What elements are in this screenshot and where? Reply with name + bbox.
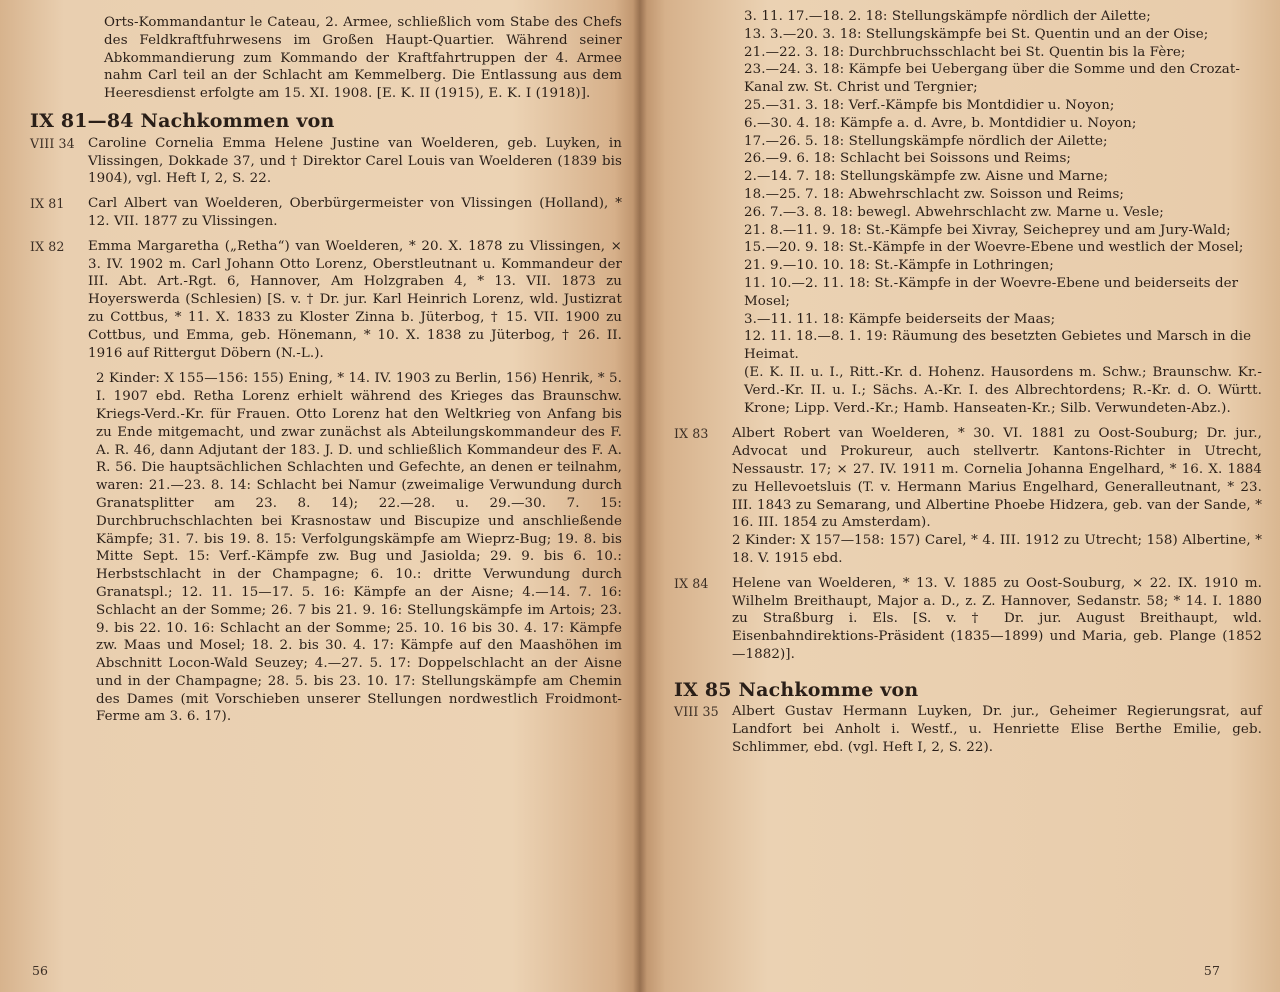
page-number: 57 xyxy=(1203,963,1220,979)
battle-item: 17.—26. 5. 18: Stellungskämpfe nördlich der Ailette; xyxy=(744,133,1108,149)
battle-item: 2.—14. 7. 18: Stellungskämpfe zw. Aisne und Marne; xyxy=(744,169,1109,185)
battle-item: 26.—9. 6. 18: Schlacht bei Soissons und Reims; xyxy=(744,151,1072,167)
genealogy-entry xyxy=(30,238,622,363)
entry-text: Helene van Woelderen, * 13. V. 1885 zu Oost-Souburg, × 22. IX. 1910 m. Wilhelm Breithaupt, Major a. D., z. Z. Hannover, Sedanstr. 58; * 14. I. 1880 zu Straßburg i. Els. [S. v. † Dr. jur. August Breithaupt, wld. Eisenbahndirektions-Präsident (1835—1899) und Maria, geb. Plange (1852—1882)]. xyxy=(732,575,1262,662)
right-page xyxy=(640,0,1280,992)
battle-item: 21.—22. 3. 18: Durchbruchsschlacht bei St. Quentin bis la Fère; xyxy=(744,44,1186,60)
entry-text: Caroline Cornelia Emma Helene Justine van Woelderen, geb. Luyken, in Vlissingen, Dokkade 37, und † Direktor Carel Louis van Woelderen (1839 bis 1904), vgl. Heft I, 2, S. 22. xyxy=(88,135,622,187)
genealogy-entry xyxy=(30,135,622,188)
battle-item: 21. 9.—10. 10. 18: St.-Kämpfe in Lothringen; xyxy=(744,258,1054,274)
entry-text: Albert Robert van Woelderen, * 30. VI. 1881 zu Oost-Souburg; Dr. jur., Advocat und Prokureur, auch stellvertr. Kantons-Richter in Utrecht, Nessaustr. 17; × 27. IV. 1911 m. Cornelia Johanna Engelhard, * 16. X. 1884 zu Hellevoetsluis (T. v. Hermann Marius Engelhard, Generalleutnant, * 23. III. 1843 zu Semarang, und Albertine Phoebe Hidzera, geb. van der Sande, * 16. III. 1854 zu Amsterdam). xyxy=(732,426,1262,531)
battle-item: 18.—25. 7. 18: Abwehrschlacht zw. Soisson und Reims; xyxy=(744,186,1125,202)
battle-item: 11. 10.—2. 11. 18: St.-Kämpfe in der Woevre-Ebene und beiderseits der Mosel; xyxy=(744,275,1239,309)
children-paragraph: 2 Kinder: X 155—156: 155) Ening, * 14. IV. 1903 zu Berlin, 156) Henrik, * 5. I. 1907 ebd. Retha Lorenz erhielt während des Krieges das Braunschw. Kriegs-Verd.-Kr. für Frauen. Otto Lorenz hat den Weltkrieg von Anfang bis zu Ende mitgemacht, und zwar zunächst als Abteilungskommandeur des F. A. R. 46, dann Adjutant der 183. J. D. und schließlich Kommandeur des F. A. R. 56. Die hauptsächlichen Schlachten und Gefechte, an denen er teilnahm, waren: 21.—23. 8. 14: Schlacht bei Namur (zweimalige Verwundung durch Granatsplitter am 23. 8. 14); 22.—28. u. 29.—30. 7. 15: Durchbruchschlachten bei Krasnostaw und Biscupize und anschließende Kämpfe; 31. 7. bis 19. 8. 15: Verfolgungskämpfe am Wieprz-Bug; 19. 8. bis Mitte Sept. 15: Verf.-Kämpfe zw. Bug und Jasiolda; 29. 9. bis 6. 10.: Herbstschlacht in der Champagne; 6. 10.: dritte Verwundung durch Granatspl.; 12. 11. 15—17. 5. 16: Kämpfe an der Aisne; 4.—14. 7. 16: Schlacht an der Somme; 26. 7 bis 21. 9. 16: Stellungskämpfe im Artois; 23. 9. bis 22. 10. 16: Schlacht an der Somme; 25. 10. 16 bis 30. 4. 17: Kämpfe zw. Maas und Mosel; 18. 2. bis 30. 4. 17: Kämpfe auf den Maashöhen im Abschnitt Locon-Wald Seuzey; 4.—27. 5. 17: Doppelschlacht an der Aisne und in der Champagne; 28. 5. bis 23. 10. 17: Stellungskämpfe am Chemin des Dames (mit Vorschieben unserer Stellungen nordwestlich Froidmont-Ferme am 3. 6. 17). xyxy=(96,371,622,725)
genealogy-entry xyxy=(674,575,1262,664)
genealogy-entry xyxy=(674,425,1262,567)
entry-text: Emma Margaretha („Retha“) van Woelderen, * 20. X. 1878 zu Vlissingen, × 3. IV. 1902 m. Carl Johann Otto Lorenz, Oberstleutnant u. Kommandeur der III. Abt. Art.-Rgt. 6, Hannover, Am Holzgraben 4, * 13. VII. 1873 zu Hoyerswerda (Schlesien) [S. v. † Dr. jur. Karl Heinrich Lorenz, wld. Justizrat zu Cottbus, * 11. X. 1833 zu Kloster Zinna b. Jüterbog, † 15. VII. 1900 zu Cottbus, und Emma, geb. Hönemann, * 10. X. 1838 zu Jüterbog, † 26. II. 1916 auf Rittergut Döbern (N.-L.). xyxy=(88,238,622,361)
battle-list xyxy=(674,8,1262,417)
battle-item: 23.—24. 3. 18: Kämpfe bei Uebergang über die Somme und den Crozat-Kanal zw. St. Christ und Tergnier; xyxy=(744,62,1240,96)
entry-number: IX 84 xyxy=(674,575,709,591)
entry-number: IX 82 xyxy=(30,238,65,254)
entry-text: Albert Gustav Hermann Luyken, Dr. jur., Geheimer Regierungsrat, auf Landfort bei Anholt i. Westf., u. Henriette Elise Berthe Emilie, geb. Schlimmer, ebd. (vgl. Heft I, 2, S. 22). xyxy=(732,704,1262,756)
battle-item: 26. 7.—3. 8. 18: bewegl. Abwehrschlacht zw. Marne u. Vesle; xyxy=(744,204,1164,220)
section-heading-ix81-84: IX 81—84 Nachkommen von xyxy=(30,109,335,132)
entry-number: VIII 34 xyxy=(30,135,75,151)
intro-paragraph: Orts-Kommandantur le Cateau, 2. Armee, schließlich vom Stabe des Chefs des Feldkraftfuhrwesens im Großen Haupt-Quartier. Während seiner Abkommandierung zum Kommando der Kraftfahrtruppen der 4. Armee nahm Carl teil an der Schlacht am Kemmelberg. Die Entlassung aus dem Heeresdienst erfolgte am 15. XI. 1908. [E. K. II (1915), E. K. I (1918)]. xyxy=(104,15,622,102)
section-heading-ix85: IX 85 Nachkomme von xyxy=(674,678,919,701)
entry-text: Carl Albert van Woelderen, Oberbürgermeister von Vlissingen (Holland), * 12. VII. 1877 zu Vlissingen. xyxy=(88,196,622,229)
battle-item: 3.—11. 11. 18: Kämpfe beiderseits der Maas; xyxy=(744,311,1056,327)
battle-item: 12. 11. 18.—8. 1. 19: Räumung des besetzten Gebietes und Marsch in die Heimat. xyxy=(744,329,1252,363)
genealogy-entry xyxy=(674,703,1262,756)
entry-text-block xyxy=(732,425,1262,567)
battle-item: 21. 8.—11. 9. 18: St.-Kämpfe bei Xivray, Seicheprey und am Jury-Wald; xyxy=(744,222,1231,238)
children-line: 2 Kinder: X 157—158: 157) Carel, * 4. III. 1912 zu Utrecht; 158) Albertine, * 18. V. 1915 ebd. xyxy=(732,533,1262,566)
page-number: 56 xyxy=(32,963,49,979)
decorations-paragraph: (E. K. II. u. I., Ritt.-Kr. d. Hohenz. Hausordens m. Schw.; Braunschw. Kr.-Verd.-Kr. II. u. I.; Sächs. A.-Kr. I. des Albrechtordens; R.-Kr. d. O. Württ. Krone; Lipp. Verd.-Kr.; Hamb. Hanseaten-Kr.; Silb. Verwundeten-Abz.). xyxy=(744,364,1262,416)
entry-number: IX 83 xyxy=(674,426,709,442)
entry-number: VIII 35 xyxy=(674,704,719,720)
book-gutter xyxy=(633,0,647,992)
battle-item: 6.—30. 4. 18: Kämpfe a. d. Avre, b. Montdidier u. Noyon; xyxy=(744,115,1137,131)
battle-item: 15.—20. 9. 18: St.-Kämpfe in der Woevre-Ebene und westlich der Mosel; xyxy=(744,240,1244,256)
entry-number: IX 81 xyxy=(30,196,65,212)
genealogy-entry xyxy=(30,195,622,231)
battle-item: 3. 11. 17.—18. 2. 18: Stellungskämpfe nördlich der Ailette; xyxy=(744,9,1151,24)
battle-item: 13. 3.—20. 3. 18: Stellungskämpfe bei St. Quentin und an der Oise; xyxy=(744,26,1209,42)
battle-item: 25.—31. 3. 18: Verf.-Kämpfe bis Montdidier u. Noyon; xyxy=(744,97,1115,113)
